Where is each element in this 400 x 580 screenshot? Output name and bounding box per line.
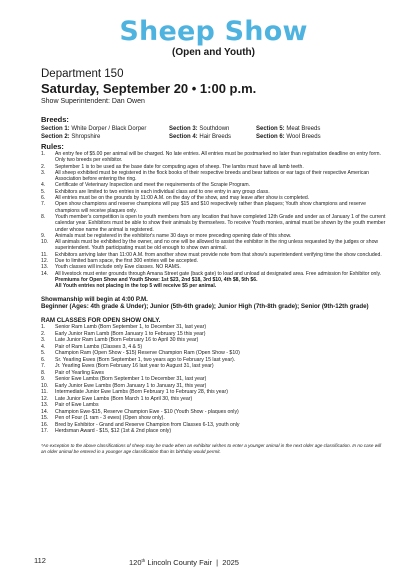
class-item: 15. Pen of Four (1 ram - 3 ewes) (Open show only). (41, 415, 165, 422)
page-footer (27, 553, 400, 569)
rule-item: 3. All sheep exhibited must be registered in the flock books of their respective breeds and bear tattoos or ear tags of their respective American Association before entering the ring. (41, 169, 370, 183)
rule-item: 6. All entries must be on the grounds by 11:00 A.M. on the day of the show, and may leave after show is completed. (41, 195, 310, 202)
rule-item: 4. Certificate of Veterinary Inspection and meet the requirements of the Scrapie Program. (41, 182, 251, 189)
class-item: 4. Pair of Ram Lambs (Classes 3, 4 & 5) (41, 343, 143, 350)
rule-item: 10. All animals must be exhibited by the owner, and no one will be allowed to assist the exhibitor in the ring unless requested by the judges or show superintendent. Youth participating must be old enough to show own animal. (41, 239, 379, 252)
rule-item: 7. Open show champions and reserve champions will pay $15 and $10 respectively rather than plaques; Youth show champions and reserve champions will receive plaques only. (41, 201, 366, 214)
rule-item: 5. Exhibitors are limited to two entries in each individual class and to one entry in any group class. (41, 188, 270, 195)
show-date-time: Saturday, September 20 • 1:00 p.m. (41, 81, 257, 96)
class-item: 11. Intermediate Junior Ewe Lambs (Born February 1 to February 28, this year) (41, 389, 228, 396)
class-item: 8. Pair of Yearling Ewes (41, 369, 105, 376)
page-subtitle: (Open and Youth) (172, 47, 255, 58)
ram-classes-list (41, 324, 386, 435)
class-item: 10. Early Junior Ewe Lambs (Born January 1 to January 31, this year) (41, 382, 207, 389)
class-item: 9. Senior Ewe Lambs (Born September 1 to December 31, last year) (41, 376, 207, 383)
class-item: 17. Herdsman Award - $15, $12 (1st & 2nd place only) (41, 428, 172, 435)
fair-name: 120th Lincoln County Fair | 2025 (129, 558, 239, 567)
breed-section-4: Section 4: Hair Breeds (169, 134, 232, 140)
breed-section-6: Section 6: Wool Breeds (256, 134, 321, 140)
rule-item: 14. All livestock must enter grounds through Amana Street gate (back gate) to load and unload at designated area. Free admission for Exhibitor only. (41, 270, 382, 277)
class-item: 3. Late Junior Ram Lamb (Born February 16 to April 30 this year) (41, 337, 199, 344)
rule-item: 8. Youth member's competition is open to youth members from any location that have completed 12th Grade and under as of January 1 of the current calendar year. Exhibitors must be able to show their animals by themselves. To receive Youth monies, animal must be shown by the youth member under whose name the animal is registered. (41, 213, 386, 233)
class-item: 7. Jr. Yearling Ewes (Born February 16 last year to August 31, last year) (41, 363, 214, 370)
premiums-line: Premiums for Open Show and Youth Show: 1st $23, 2nd $18, 3rd $10, 4th $8, 5th $6. (55, 276, 258, 283)
rules-heading: Rules: (41, 142, 64, 151)
ram-classes-heading: RAM CLASSES FOR OPEN SHOW ONLY. (41, 316, 161, 324)
class-item: 1. Senior Ram Lamb (Born September 1, to December 31, last year) (41, 324, 207, 331)
department-label: Department 150 (41, 68, 124, 80)
class-item: 13. Pair of Ewe Lambs (41, 402, 99, 409)
class-item: 2. Early Junior Ram Lamb (Born January 1 to February 15 this year) (41, 330, 206, 337)
class-item: 12. Late Junior Ewe Lambs (Born March 1 to April 30, this year) (41, 395, 193, 402)
page-content (41, 18, 386, 454)
breed-section-1: Section 1: White Dorper / Black Dorper (41, 126, 147, 132)
show-superintendent: Show Superintendent: Dan Owen (41, 98, 145, 105)
rule-item: 11. Exhibitors arriving later than 11:00 A.M. from another show must provide note from that show's superintendent verifying time the show concluded. (41, 251, 382, 258)
class-item: 6. Sr. Yearling Ewes (Born September 1, two years ago to February 15 last year). (41, 356, 236, 363)
rules-list (41, 151, 386, 277)
showmanship-time: Showmanship will begin at 4:00 P.M. (41, 295, 148, 303)
showmanship-divisions: Beginner (Ages: 4th grade & Under); Junior (5th-6th grade); Junior High (7th-8th grade); Senior (9th-12th grade) (41, 303, 369, 311)
breed-section-3: Section 3: Southdown (169, 126, 230, 132)
rule-item: 13. Youth classes will include only Ewe classes. NO RAMS. (41, 264, 181, 271)
page-number: 112 (34, 556, 46, 565)
rule-item: 12. Due to limited barn space, the first 300 entries will be accepted. (41, 258, 198, 265)
class-item: 5. Champion Ram (Open Show - $15) Reserve Champion Ram (Open Show - $10) (41, 350, 240, 357)
page-title: Sheep Show (119, 16, 308, 47)
rule-item: 1. An entry fee of $5.00 per animal will be charged. No late entries. All entries must be postmarked no later than registration deadline on entry form. Only two breeds per exhibitor. (41, 151, 381, 164)
class-item: 14. Champion Ewe-$15, Reserve Champion Ewe - $10 (Youth Show - plaques only) (41, 408, 239, 415)
breed-section-2: Section 2: Shropshire (41, 134, 101, 140)
breeds-grid (41, 125, 386, 141)
rule-item: 2. September 1 is to be used as the base date for computing ages of sheep. The lambs must have all lamb teeth. (41, 163, 304, 170)
class-item: 16. Bred by Exhibitor - Grand and Reserve Champion from Classes 6-13, youth only (41, 421, 240, 428)
breed-section-5: Section 5: Meat Breeds (256, 126, 321, 132)
age-exception-footnote: *An exception to the above classifications of sheep may be made when an exhibitor wishes to enter a younger animal in the next older age classification. In no case will an older animal be entered in a younger age classification than its birthday would permit. (41, 442, 382, 454)
left-margin-bar (0, 0, 27, 580)
youth-premiums-line: All Youth entries not placing in the top 5 will receive $5 per animal. (55, 283, 217, 290)
rule-item: 9. Animals must be registered in the exhibitor's name 30 days or more preceding opening date of this show. (41, 232, 292, 239)
breeds-heading: Breeds: (41, 115, 69, 124)
